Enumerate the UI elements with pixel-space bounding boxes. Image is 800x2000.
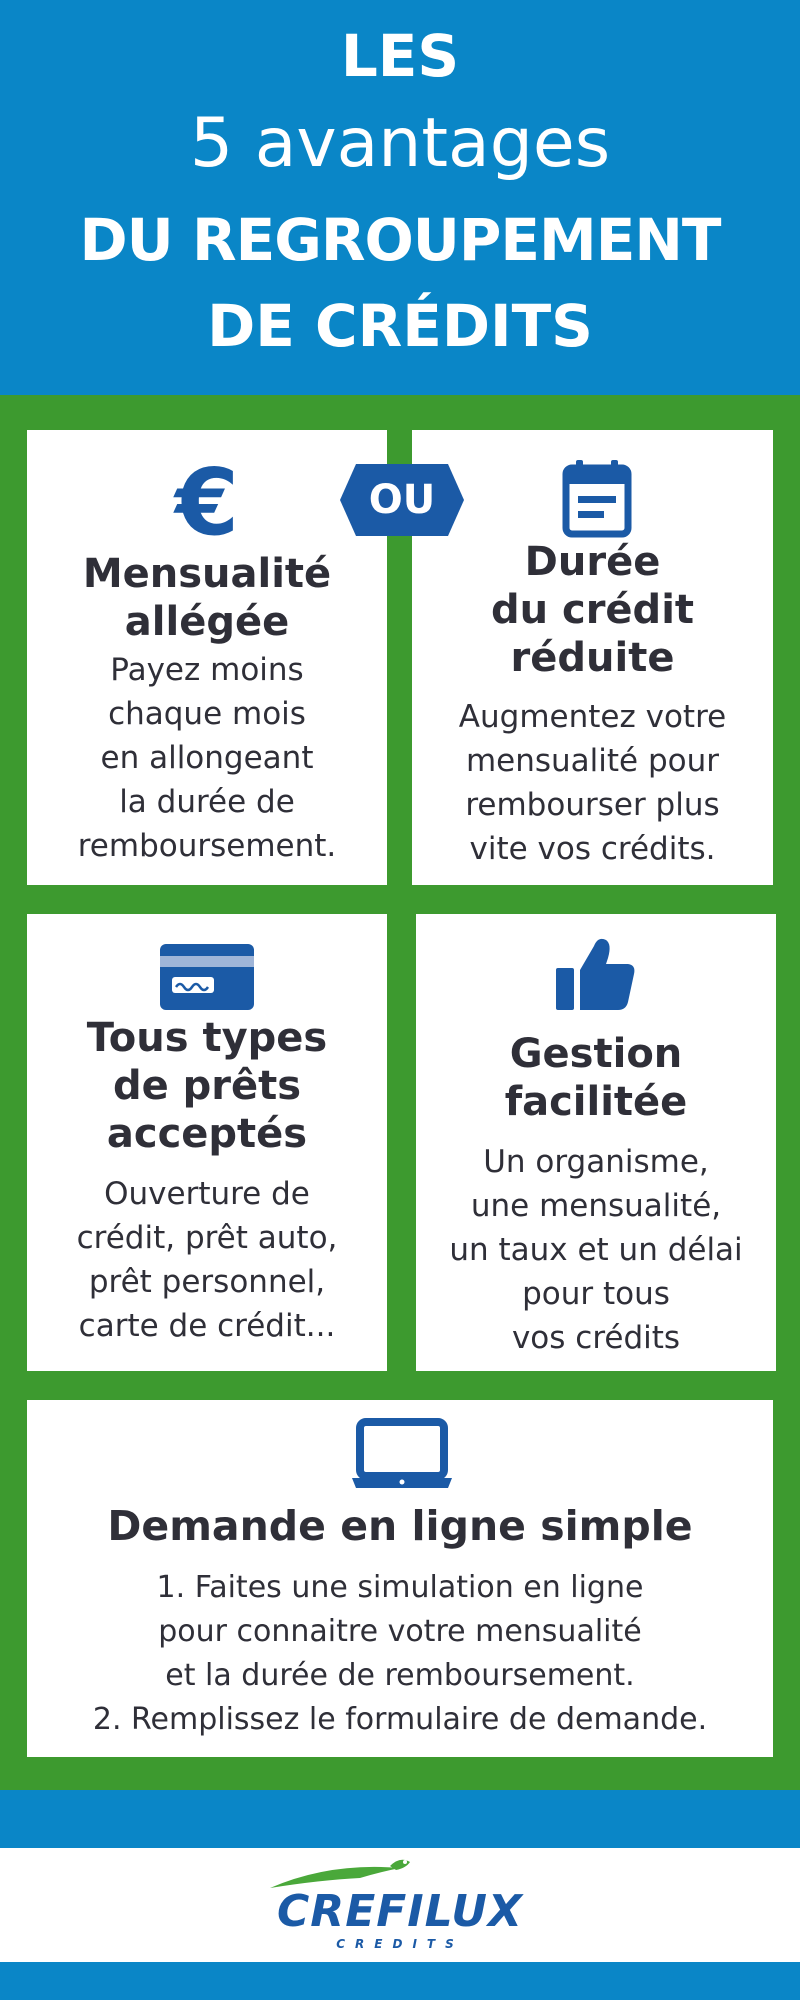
card-text-line: et la durée de remboursement. (165, 1658, 635, 1693)
card-text-line: mensualité pour (465, 743, 720, 779)
card-mensualite-allegee (27, 430, 387, 885)
card-text-line: pour connaitre votre mensualité (158, 1614, 642, 1649)
blue-band (0, 1790, 800, 1848)
card-demande-en-ligne (27, 1400, 773, 1757)
card-title-line: Durée (524, 539, 661, 585)
card-text-line: chaque mois (108, 696, 306, 732)
card-text-line: vos crédits (511, 1320, 681, 1356)
header-line-les: LES (340, 22, 460, 90)
laptop-icon (352, 1418, 452, 1494)
card-text-line: carte de crédit... (78, 1308, 336, 1344)
card-text-line: vite vos crédits. (469, 831, 716, 867)
card-description (412, 695, 773, 871)
card-text-line: un taux et un délai (449, 1232, 743, 1268)
card-title-line: facilitée (504, 1079, 688, 1125)
card-title (27, 550, 387, 646)
card-text-line: 1. Faites une simulation en ligne (156, 1570, 644, 1605)
euro-icon: € (174, 449, 239, 556)
card-title (27, 1502, 773, 1550)
card-title-line: allégée (124, 599, 290, 645)
card-title-line: Gestion (509, 1031, 683, 1077)
crefilux-logo-subtitle: CREDITS (336, 1937, 464, 1951)
bottom-band (0, 1962, 800, 2000)
ou-connector-label: OU (368, 477, 436, 523)
card-gestion-facilitee (416, 914, 776, 1371)
card-title-line: réduite (510, 635, 675, 681)
header (0, 0, 800, 395)
card-text-line: Un organisme, (483, 1144, 709, 1180)
card-description (27, 1566, 773, 1742)
card-text-line: crédit, prêt auto, (76, 1220, 338, 1256)
thumbs-up-icon (556, 934, 636, 1016)
header-line-regroupement: DU REGROUPEMENT (79, 206, 721, 274)
card-text-line: une mensualité, (470, 1188, 722, 1224)
card-description (416, 1140, 776, 1360)
card-text-line: 2. Remplissez le formulaire de demande. (92, 1702, 708, 1737)
card-text-line: Payez moins (110, 652, 304, 688)
card-title-line: Tous types (86, 1015, 328, 1061)
crefilux-logo-name: CREFILUX (277, 1886, 523, 1937)
card-title-line: acceptés (106, 1111, 308, 1157)
card-description (27, 1172, 387, 1348)
card-text-line: la durée de (119, 784, 295, 820)
card-text-line: en allongeant (100, 740, 314, 776)
card-title-line: Demande en ligne simple (107, 1502, 693, 1550)
credit-card-icon (160, 944, 254, 1014)
card-title-line: Mensualité (82, 551, 332, 597)
card-duree-reduite (412, 430, 773, 885)
header-line-credits: DE CRÉDITS (207, 292, 593, 360)
card-text-line: pour tous (522, 1276, 670, 1312)
card-title (412, 538, 773, 682)
card-text-line: rembourser plus (465, 787, 720, 823)
card-text-line: prêt personnel, (88, 1264, 326, 1300)
header-line-count: 5 avantages (189, 104, 611, 183)
card-title-line: du crédit (490, 587, 695, 633)
card-description (27, 648, 387, 868)
card-title-line: de prêts (112, 1063, 302, 1109)
card-text-line: Augmentez votre (458, 699, 727, 735)
card-title (27, 1014, 387, 1158)
calendar-icon (562, 458, 632, 542)
card-text-line: Ouverture de (104, 1176, 310, 1212)
card-text-line: remboursement. (77, 828, 337, 864)
card-title (416, 1030, 776, 1126)
card-tous-types-prets (27, 914, 387, 1371)
